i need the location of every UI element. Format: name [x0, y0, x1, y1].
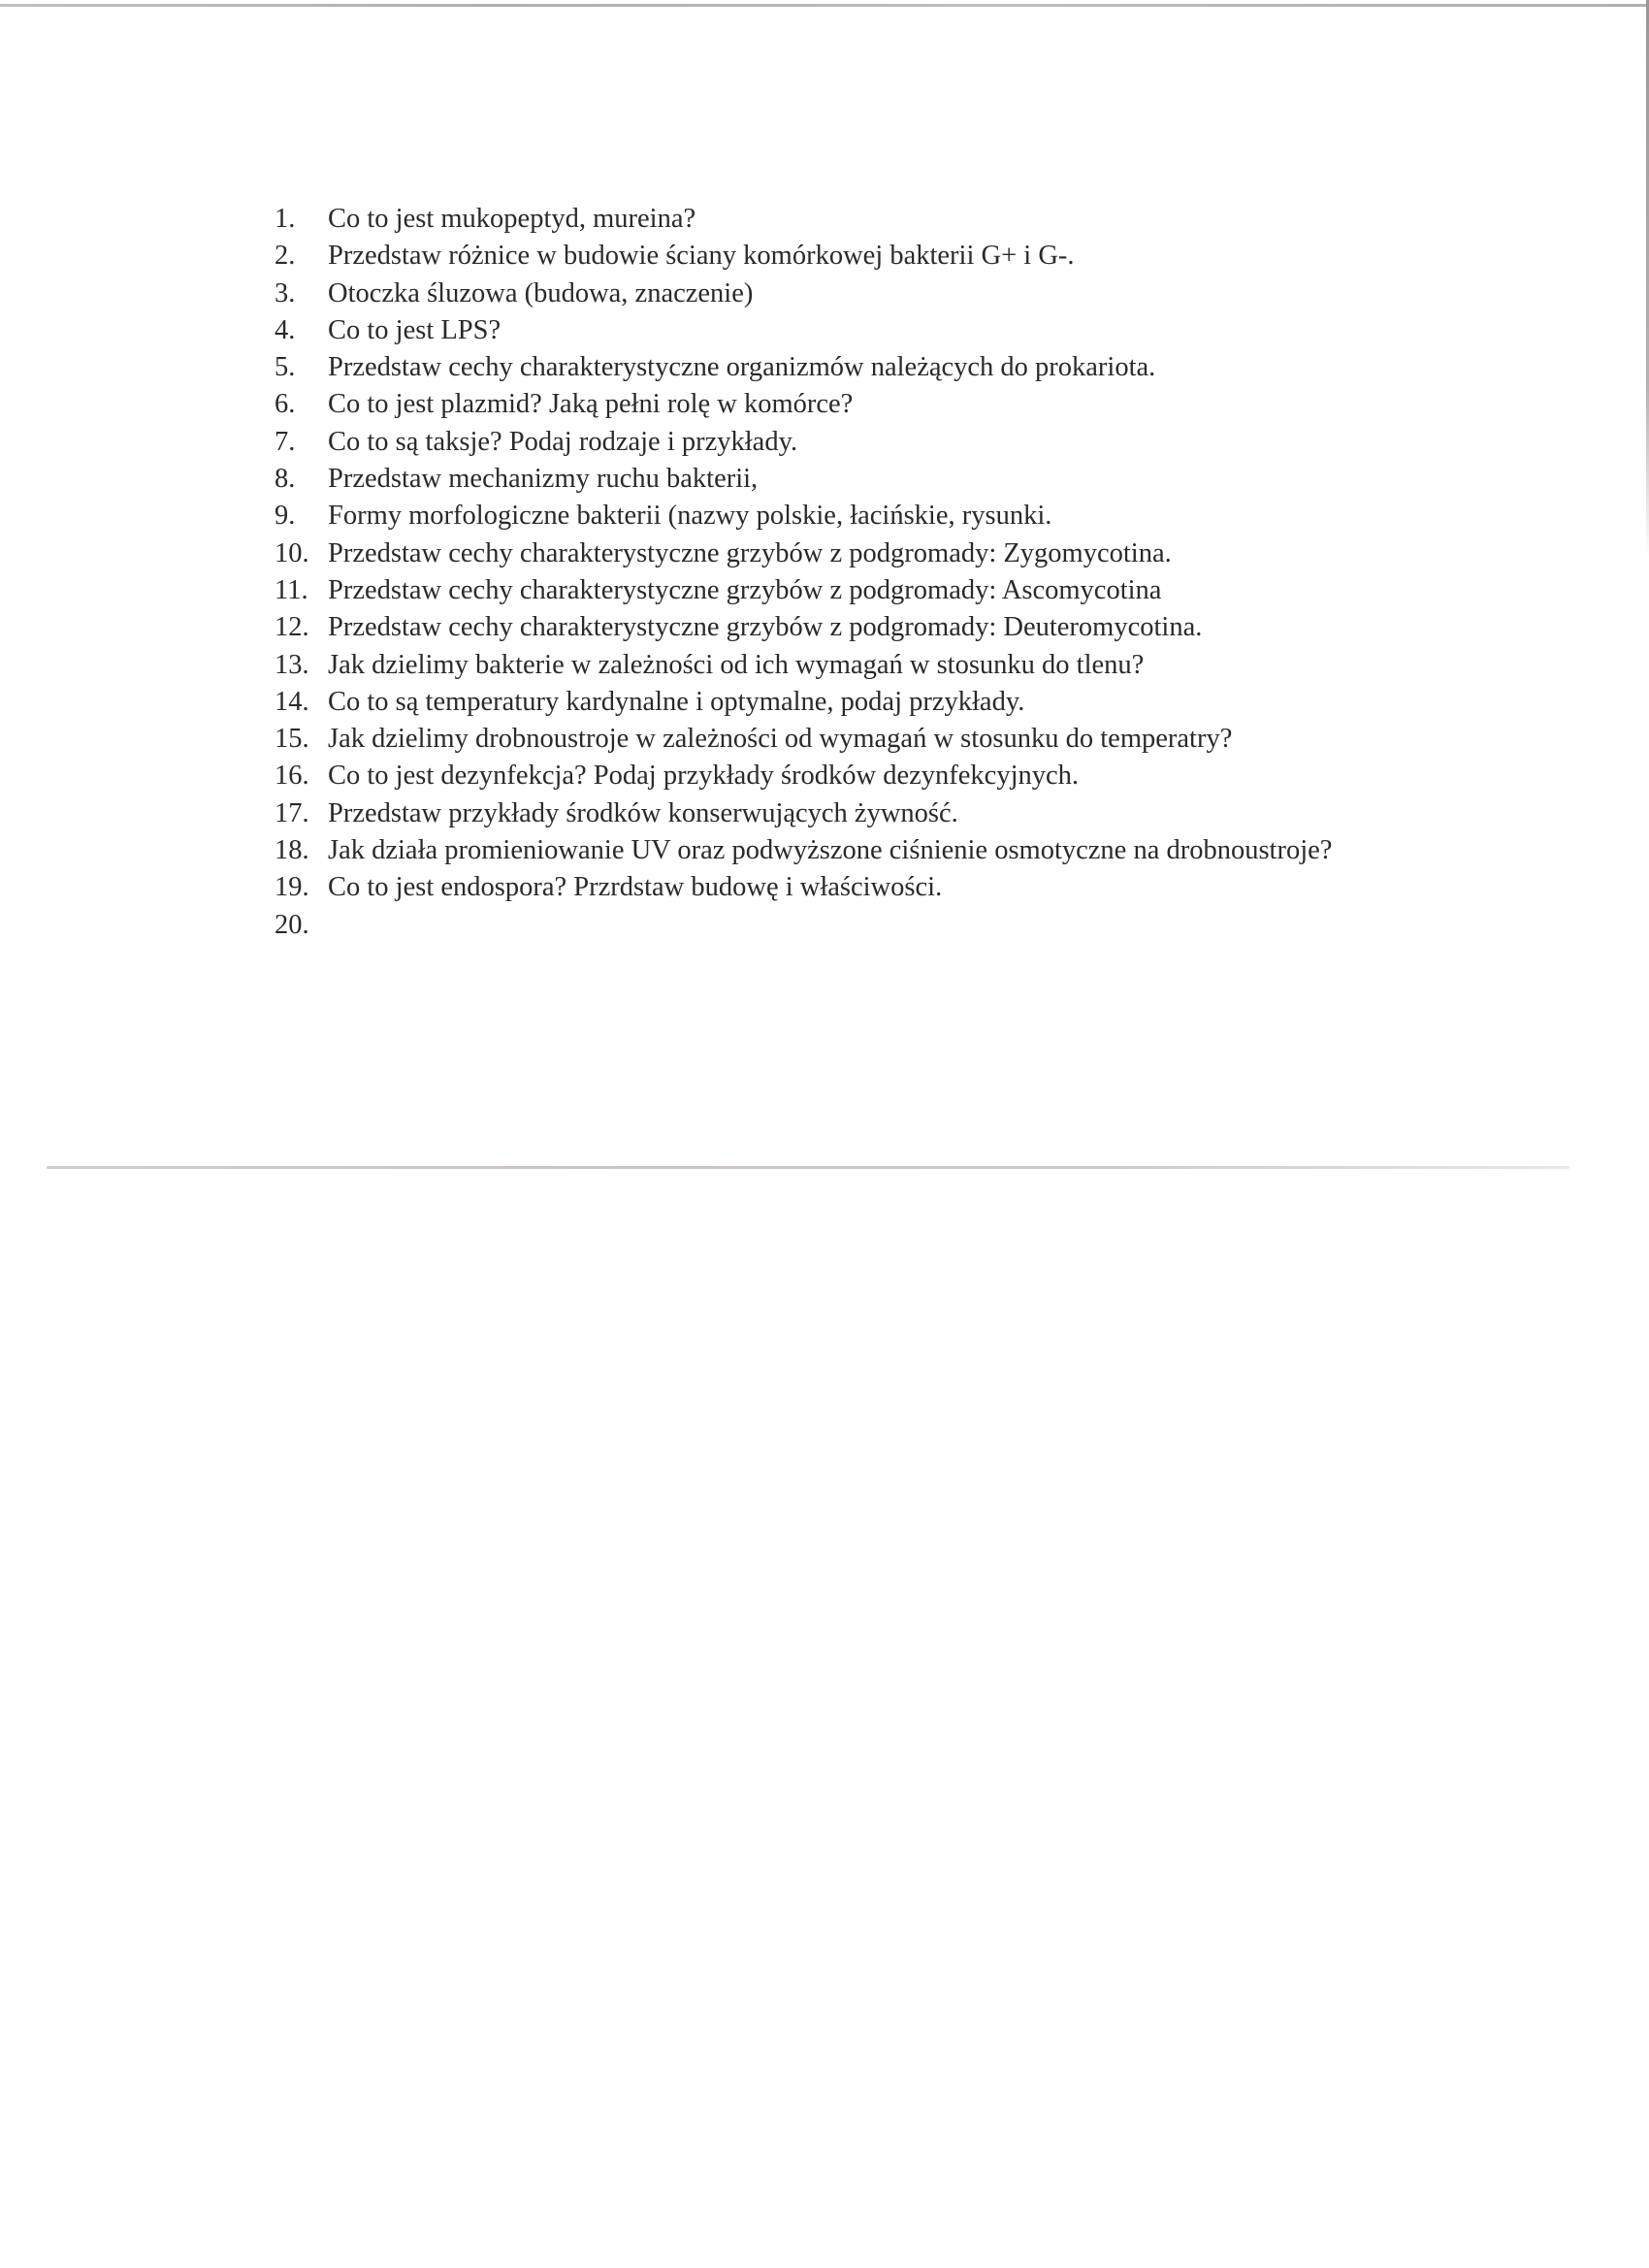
question-number: 2. [275, 241, 296, 272]
question-item [275, 275, 1400, 312]
question-number: 10. [275, 537, 309, 568]
question-text: Jak działa promieniowanie UV oraz podwyższone ciśnienie osmotyczne na drobnoustroje? [328, 835, 1333, 866]
question-number: 19. [275, 872, 309, 903]
question-number: 9. [275, 501, 296, 532]
paper-fold-line [47, 1166, 1569, 1169]
question-text: Co to jest mukopeptyd, mureina? [328, 204, 696, 234]
question-number: 17. [275, 797, 309, 828]
question-item [275, 609, 1400, 646]
question-item [275, 721, 1400, 758]
question-text: Przedstaw mechanizmy ruchu bakterii, [328, 464, 759, 495]
question-item [275, 758, 1400, 794]
question-number: 7. [275, 426, 296, 457]
question-number: 16. [275, 761, 309, 792]
question-text: Co to są temperatury kardynalne i optymalne, podaj przykłady. [328, 686, 1025, 717]
question-text: Przedstaw cechy charakterystyczne grzybów z podgromady: Deuteromycotina. [328, 612, 1203, 643]
question-text: Co to są taksje? Podaj rodzaje i przykłady. [328, 426, 798, 457]
question-number: 11. [275, 574, 308, 605]
question-text: Przedstaw cechy charakterystyczne grzybów z podgromady: Zygomycotina. [328, 537, 1172, 568]
question-text: Co to jest LPS? [328, 314, 501, 345]
question-item [275, 461, 1400, 498]
question-text: Przedstaw cechy charakterystyczne organizmów należących do prokariota. [328, 352, 1156, 383]
question-number: 4. [275, 314, 296, 345]
question-number: 20. [275, 909, 309, 940]
question-text: Formy morfologiczne bakterii (nazwy polskie, łacińskie, rysunki. [328, 501, 1052, 532]
question-number: 18. [275, 835, 309, 866]
question-text: Co to jest endospora? Przrdstaw budowę i właściwości. [328, 872, 943, 903]
question-item [275, 572, 1400, 609]
question-text: Przedstaw cechy charakterystyczne grzybów z podgromady: Ascomycotina [328, 574, 1162, 605]
question-text: Co to jest dezynfekcja? Podaj przykłady środków dezynfekcyjnych. [328, 761, 1080, 792]
question-item [275, 201, 1400, 238]
question-item [275, 498, 1400, 535]
question-text: Co to jest plazmid? Jaką pełni rolę w komórce? [328, 389, 854, 420]
question-text: Jak dzielimy drobnoustroje w zależności od wymagań w stosunku do temperatry? [328, 724, 1233, 755]
question-item [275, 424, 1400, 461]
question-item [275, 647, 1400, 684]
question-item [275, 238, 1400, 275]
question-number: 15. [275, 724, 309, 755]
question-item [275, 684, 1400, 721]
question-number: 13. [275, 649, 309, 680]
question-item [275, 312, 1400, 349]
question-item [275, 832, 1400, 869]
question-number: 5. [275, 352, 296, 383]
question-number: 1. [275, 204, 296, 234]
question-text: Przedstaw różnice w budowie ściany komórkowej bakterii G+ i G-. [328, 241, 1075, 272]
question-number: 3. [275, 277, 296, 308]
question-item [275, 386, 1400, 423]
question-number: 8. [275, 464, 296, 495]
question-text: Otoczka śluzowa (budowa, znaczenie) [328, 277, 754, 308]
question-text: Jak dzielimy bakterie w zależności od ich wymagań w stosunku do tlenu? [328, 649, 1145, 680]
question-number: 12. [275, 612, 309, 643]
question-list [275, 201, 1400, 944]
question-item [275, 535, 1400, 572]
scan-edge-top [0, 4, 1649, 7]
question-item [275, 869, 1400, 906]
question-item [275, 349, 1400, 386]
question-item [275, 795, 1400, 832]
question-item [275, 907, 1400, 944]
question-number: 14. [275, 686, 309, 717]
question-number: 6. [275, 389, 296, 420]
question-text: Przedstaw przykłady środków konserwujących żywność. [328, 797, 958, 828]
